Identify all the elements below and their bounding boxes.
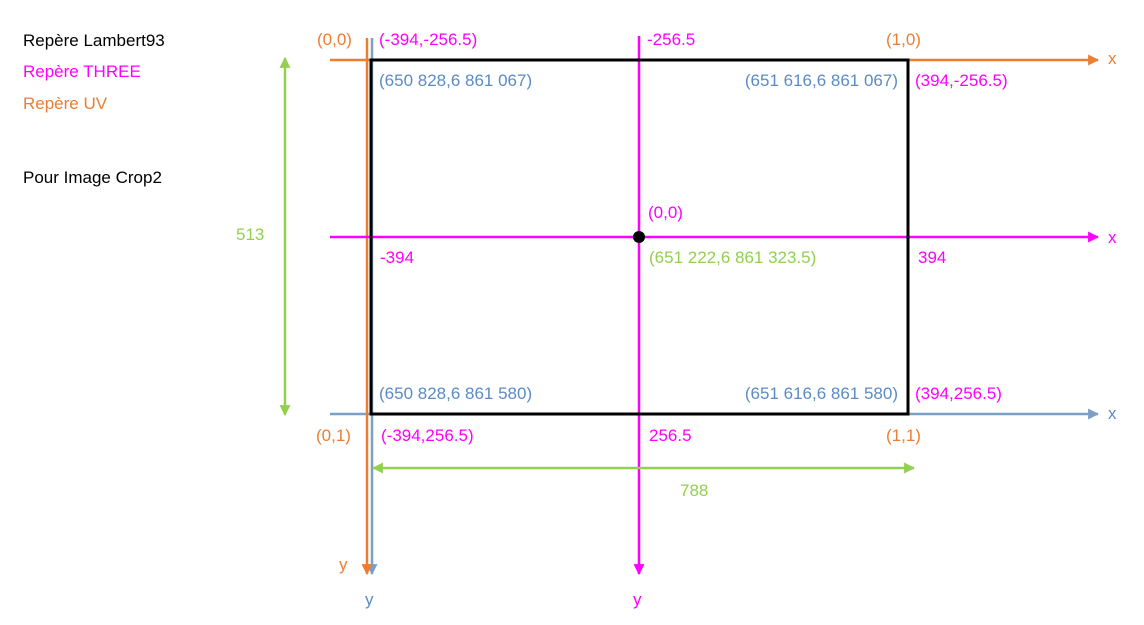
uv-bottom-right-label: (1,1) (886, 426, 921, 445)
three-left-mid-label: -394 (380, 248, 415, 267)
lambert-y-axis-label: y (365, 590, 374, 609)
uv-top-left-label: (0,0) (317, 30, 352, 49)
three-y-axis-label: y (633, 590, 642, 609)
lambert-bottom-left-label: (650 828,6 861 580) (379, 384, 533, 403)
center-lambert-label: (651 222,6 861 323.5) (649, 248, 817, 267)
three-bottom-left-label: (-394,256.5) (381, 426, 474, 445)
uv-y-axis-label: y (339, 555, 348, 574)
three-x-axis-label: x (1108, 228, 1117, 247)
legend-lambert: Repère Lambert93 (23, 31, 165, 50)
lambert-top-left-label: (650 828,6 861 067) (379, 71, 533, 90)
uv-top-right-label: (1,0) (886, 30, 921, 49)
height-dimension-label: 513 (236, 225, 265, 244)
three-right-mid-label: 394 (918, 248, 947, 267)
uv-bottom-left-label: (0,1) (316, 426, 351, 445)
three-top-left-label: (-394,-256.5) (379, 30, 478, 49)
three-bottom-right-label: (394,256.5) (915, 384, 1002, 403)
legend-three: Repère THREE (23, 62, 141, 81)
lambert-top-right-label: (651 616,6 861 067) (744, 71, 898, 90)
lambert-x-axis-label: x (1108, 404, 1117, 423)
uv-x-axis-label: x (1108, 49, 1117, 68)
origin-point (633, 231, 645, 243)
three-bottom-mid-label: 256.5 (649, 426, 692, 445)
width-dimension-label: 788 (680, 481, 709, 500)
three-top-right-label: (394,-256.5) (915, 71, 1008, 90)
legend-uv: Repère UV (23, 94, 108, 113)
three-top-mid-label: -256.5 (647, 30, 696, 49)
lambert-bottom-right-label: (651 616,6 861 580) (744, 384, 898, 403)
three-origin-label: (0,0) (648, 203, 683, 222)
legend-note: Pour Image Crop2 (23, 168, 162, 187)
